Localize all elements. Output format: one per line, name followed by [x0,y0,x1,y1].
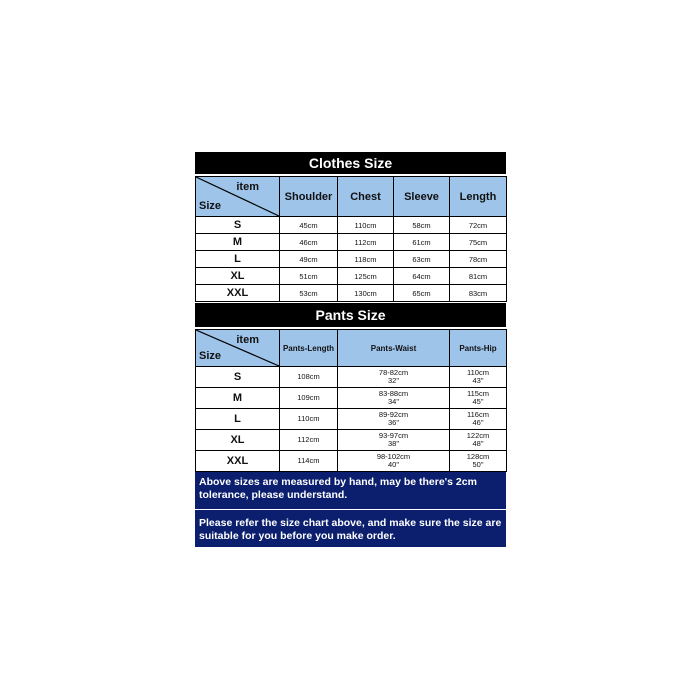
pants-size-title: Pants Size [195,302,506,329]
header-sleeve: Sleeve [394,177,450,217]
header-pants-hip: Pants-Hip [450,330,507,367]
header-pants-waist: Pants-Waist [338,330,450,367]
pants-row-xl [196,430,507,451]
pants-length-cell: 109cm [280,388,338,409]
waist-inch: 40" [387,460,399,469]
pants-waist-cell [338,388,450,409]
size-cell: XL [196,430,280,451]
pants-length-cell: 108cm [280,367,338,388]
corner-size-label: Size [199,200,222,212]
pants-hip-cell [450,388,507,409]
chest-cell: 130cm [338,285,394,302]
clothes-size-title: Clothes Size [195,151,506,176]
clothes-row-s [196,217,507,234]
clothes-size-table [195,176,507,302]
chest-cell: 110cm [338,217,394,234]
pants-corner-cell [196,330,280,367]
hip-cm: 122cm [466,431,490,440]
sleeve-cell: 64cm [394,268,450,285]
size-cell: L [196,409,280,430]
chest-cell: 125cm [338,268,394,285]
hip-cm: 128cm [466,452,490,461]
shoulder-cell: 53cm [280,285,338,302]
pants-row-s [196,367,507,388]
chest-cell: 112cm [338,234,394,251]
pants-length-cell: 112cm [280,430,338,451]
length-cell: 81cm [450,268,507,285]
header-shoulder: Shoulder [280,177,338,217]
clothes-row-xl [196,268,507,285]
pants-row-m [196,388,507,409]
pants-waist-cell [338,367,450,388]
pants-length-cell: 114cm [280,451,338,472]
clothes-corner-cell [196,177,280,217]
sleeve-cell: 65cm [394,285,450,302]
waist-cm: 83-88cm [378,389,409,398]
size-cell: L [196,251,280,268]
hip-cm: 116cm [467,410,489,419]
waist-cm: 89-92cm [378,410,409,419]
size-cell: XL [196,268,280,285]
size-advice-note: Please refer the size chart above, and make sure the size are suitable for you before you make order. [199,517,502,542]
clothes-header-row [196,177,507,217]
sleeve-cell: 61cm [394,234,450,251]
waist-inch: 38" [387,439,399,448]
corner-item-label: item [236,334,259,346]
measurement-tolerance-note: Above sizes are measured by hand, may be there's 2cm tolerance, please understand. [199,476,477,501]
chest-cell: 118cm [338,251,394,268]
pants-hip-cell [450,430,507,451]
length-cell: 78cm [450,251,507,268]
header-length: Length [450,177,507,217]
size-cell: M [196,388,280,409]
clothes-row-m [196,234,507,251]
size-cell: S [196,217,280,234]
waist-inch: 32" [387,376,399,385]
pants-hip-cell [450,409,507,430]
length-cell: 72cm [450,217,507,234]
waist-cm: 93-97cm [378,431,409,440]
pants-header-row [196,330,507,367]
pants-hip-cell [450,367,507,388]
size-cell: M [196,234,280,251]
notes-divider [195,509,506,510]
waist-inch: 34" [387,397,399,406]
pants-hip-cell [450,451,507,472]
shoulder-cell: 46cm [280,234,338,251]
pants-waist-cell [338,409,450,430]
length-cell: 83cm [450,285,507,302]
shoulder-cell: 51cm [280,268,338,285]
hip-cm: 115cm [467,389,489,398]
hip-inch: 48" [472,439,484,448]
clothes-row-l [196,251,507,268]
size-cell: S [196,367,280,388]
sleeve-cell: 63cm [394,251,450,268]
sleeve-cell: 58cm [394,217,450,234]
header-chest: Chest [338,177,394,217]
hip-inch: 45" [472,397,484,406]
notes-panel [195,472,506,547]
hip-inch: 50" [472,460,484,469]
pants-row-xxl [196,451,507,472]
waist-cm: 78-82cm [378,368,409,377]
size-cell: XXL [196,285,280,302]
waist-inch: 36" [387,418,399,427]
size-chart [195,151,506,547]
pants-waist-cell [338,430,450,451]
length-cell: 75cm [450,234,507,251]
pants-row-l [196,409,507,430]
clothes-row-xxl [196,285,507,302]
waist-cm: 98-102cm [376,452,411,461]
corner-item-label: item [236,181,259,193]
corner-size-label: Size [199,350,222,362]
hip-cm: 110cm [467,368,489,377]
pants-waist-cell [338,451,450,472]
shoulder-cell: 49cm [280,251,338,268]
shoulder-cell: 45cm [280,217,338,234]
hip-inch: 43" [472,376,484,385]
header-pants-length: Pants-Length [280,330,338,367]
pants-length-cell: 110cm [280,409,338,430]
size-cell: XXL [196,451,280,472]
hip-inch: 46" [472,418,484,427]
pants-size-table [195,329,507,472]
